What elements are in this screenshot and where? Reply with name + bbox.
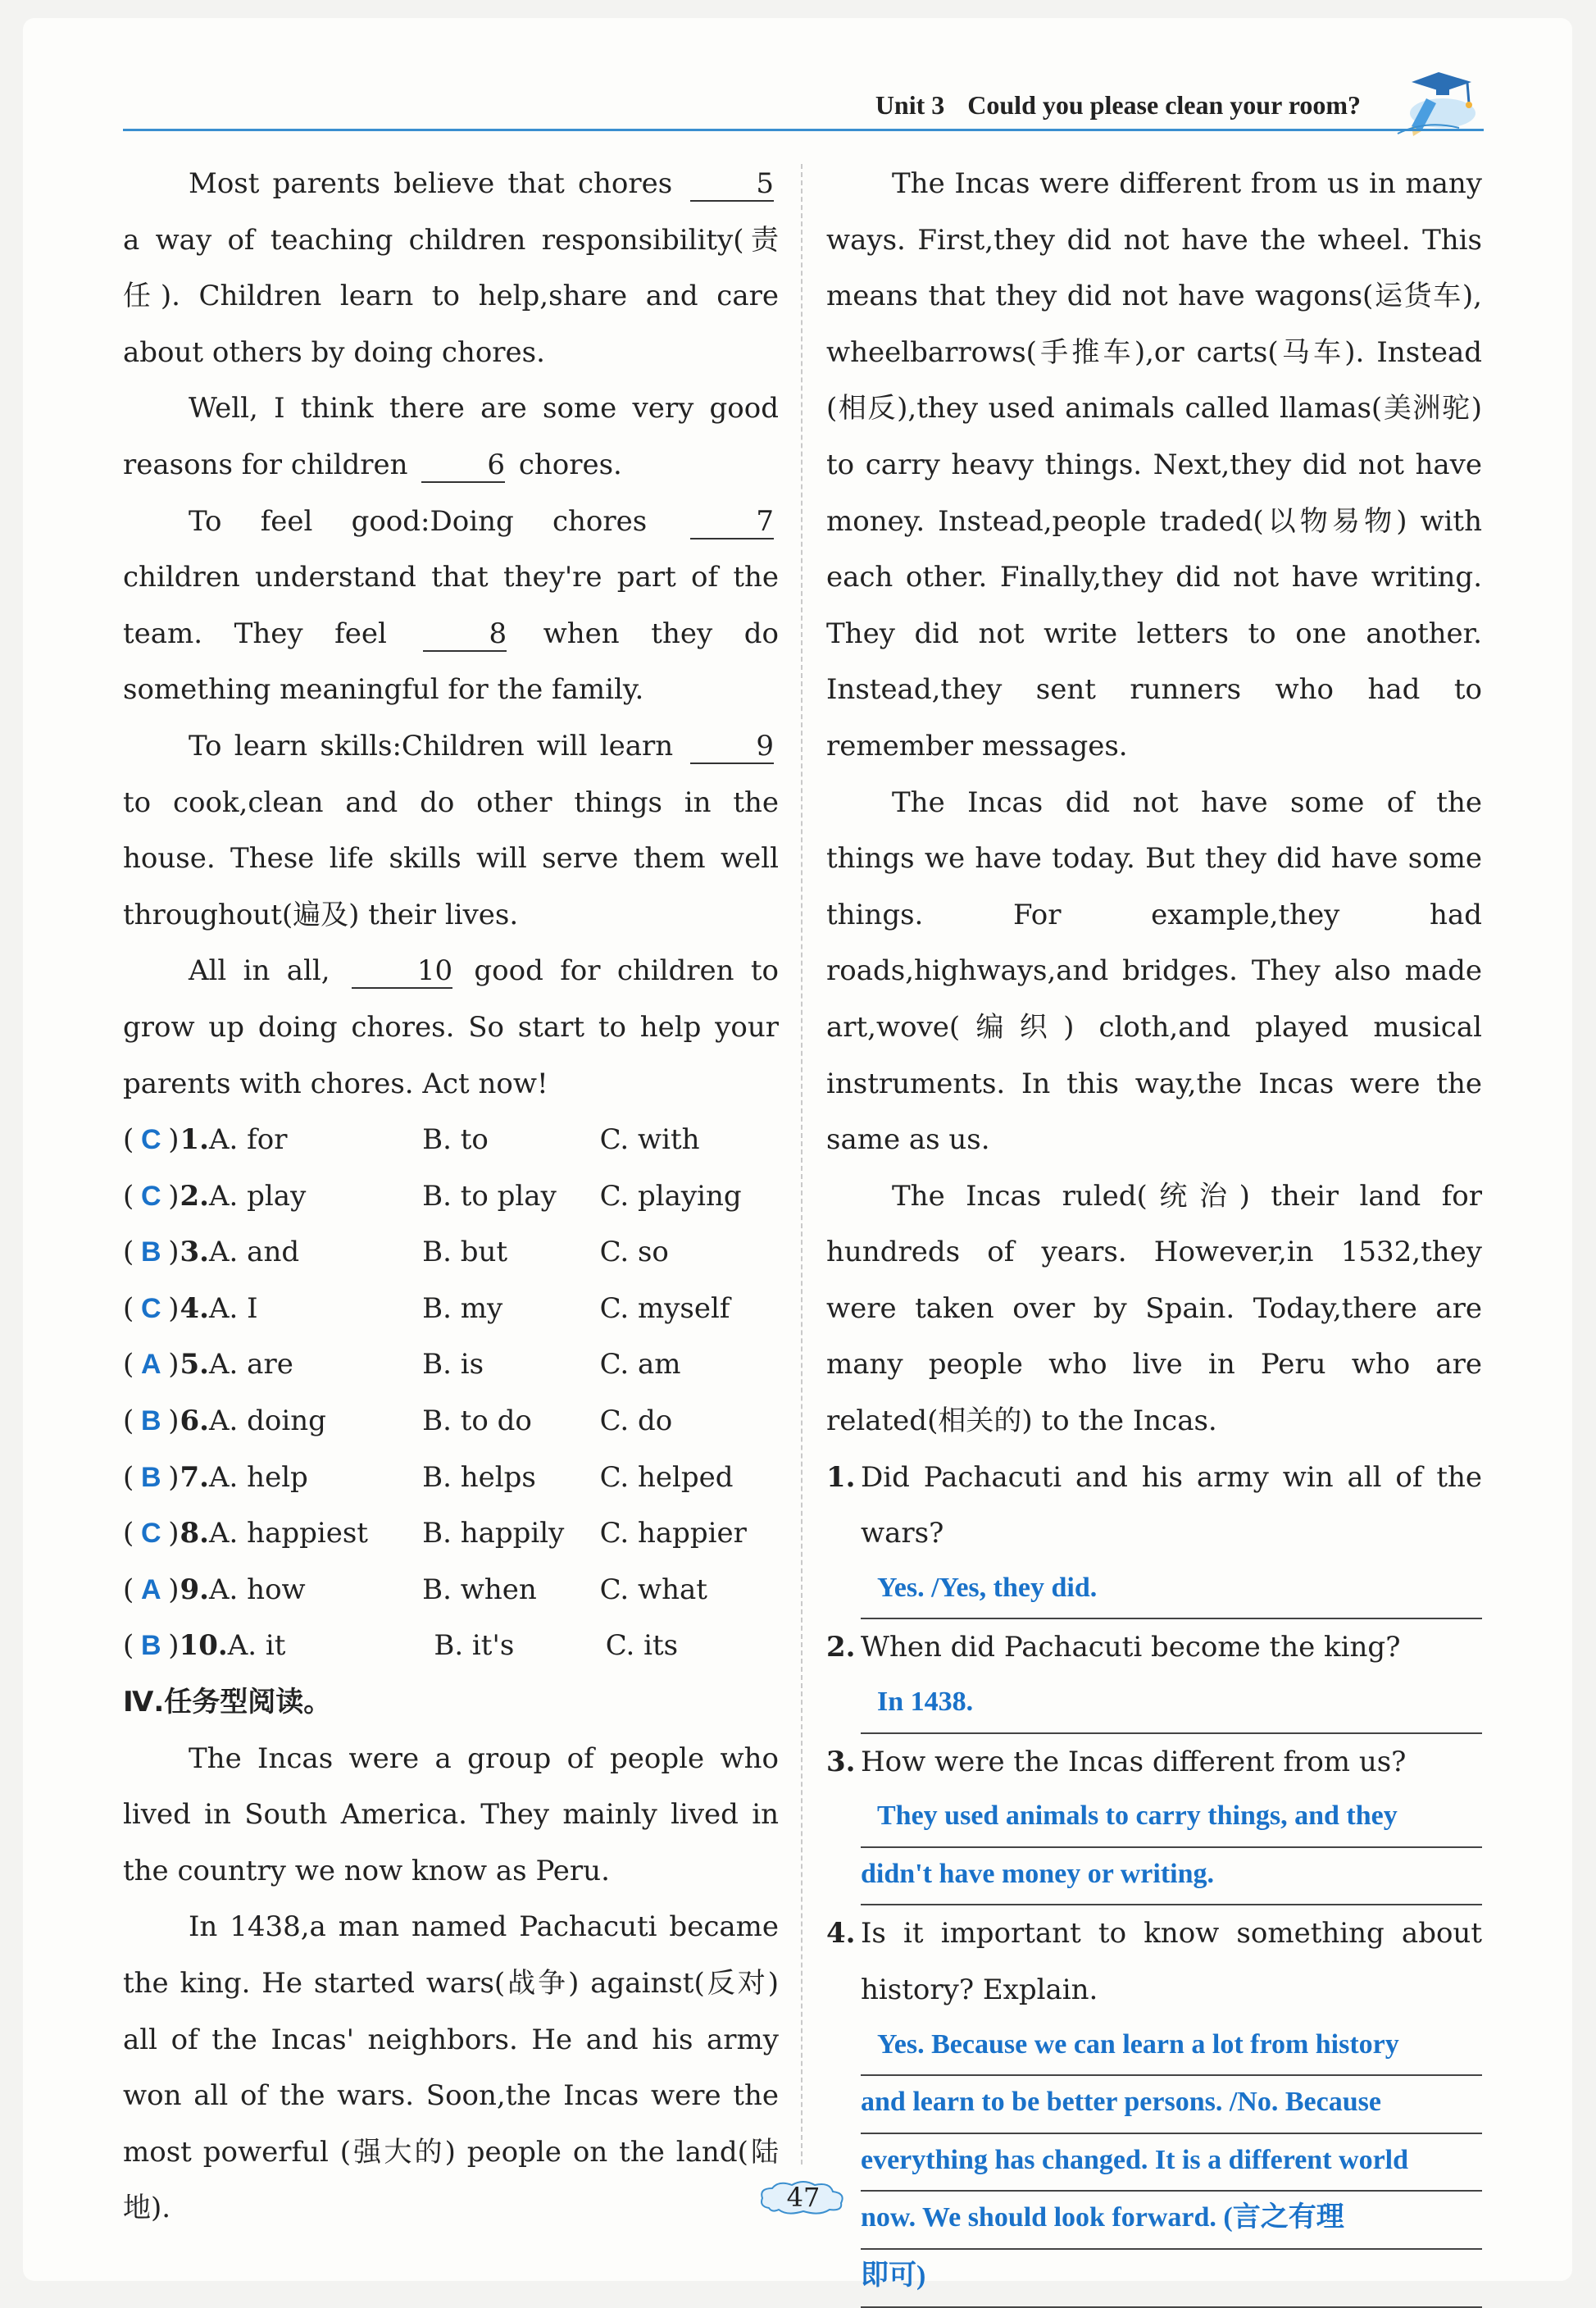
cloze-blank-10: 10 — [352, 954, 452, 989]
option-row: ( C ) 1. A. for B. to C. with — [123, 1112, 779, 1168]
answer-line: and learn to be better persons. /No. Because — [861, 2076, 1482, 2134]
reading-paragraph-3: The Incas were different from us in many ways. First,they did not have the wheel. This means that they did not have wagons(运货车), wheelbarrows(手推车),or carts(马车). Instead (相反),they used animals called llamas(美洲驼) to carry heavy things. Next,they did not have money. Instead,people traded(以物易物) with each other. Finally,they did not have writing. They did not write letters to one another. Instead,they sent runners who had to remember messages. — [826, 167, 1482, 763]
cloze-blank-9: 9 — [690, 730, 774, 764]
reading-paragraph-1: The Incas were a group of people who lived in South America. They mainly lived in the country we now know as Peru. — [123, 1741, 779, 1887]
option-row: ( C ) 4. A. I B. my C. myself — [123, 1281, 779, 1337]
answer-letter: C — [140, 1518, 161, 1550]
reading-paragraph-2: In 1438,a man named Pachacuti became the king. He started wars(战争) against(反对) all of the Incas' neighbors. He and his army won all of the wars. Soon,the Incas were the most powerful (强大的) people on the land(陆地). — [123, 1910, 779, 2225]
cloze-blank-5: 5 — [690, 167, 774, 202]
page-number — [754, 2177, 853, 2218]
cloze-paragraph-5: All in all, 10 good for children to grow up doing chores. So start to help your parents with chores. Act now! — [123, 954, 779, 1100]
cloze-blank-6: 6 — [421, 448, 505, 483]
reading-paragraph-5: The Incas ruled(统治) their land for hundreds of years. However,in 1532,they were taken over by Spain. Today,there are many people who live in Peru who are related(相关的) to the Incas. — [826, 1179, 1482, 1438]
option-row: ( B ) 3. A. and B. but C. so — [123, 1224, 779, 1281]
cloze-paragraph-1: Most parents believe that chores 5 a way of teaching children responsibility(责任). Children learn to help,share and care about others by doing chores. — [123, 167, 779, 369]
question-3: 3. How were the Incas different from us? They used animals to carry things, and they didn't have money or writing. — [826, 1734, 1482, 1906]
reading-paragraph-4: The Incas did not have some of the things we have today. But they did have some things. For example,they had roads,highways,and bridges. They also made art,wove(编织) cloth,and played musical instruments. In this way,the Incas were the same as us. — [826, 785, 1482, 1157]
option-row: ( A ) 5. A. are B. is C. am — [123, 1336, 779, 1393]
options-list — [123, 1112, 779, 1674]
option-row: ( B ) 7. A. help B. helps C. helped — [123, 1450, 779, 1506]
page-header — [123, 89, 1484, 131]
answer-letter: A — [140, 1573, 161, 1605]
answer-line: didn't have money or writing. — [861, 1848, 1482, 1906]
header-unit-title: Could you please clean your room? — [967, 90, 1361, 120]
question-1: 1. Did Pachacuti and his army win all of the wars? Yes. /Yes, they did. — [826, 1450, 1482, 1620]
header-title — [875, 90, 1361, 121]
answer-letter: A — [140, 1349, 161, 1381]
option-row: ( C ) 2. A. play B. to play C. playing — [123, 1168, 779, 1225]
answer-letter: B — [140, 1461, 161, 1493]
header-unit: Unit 3 — [875, 90, 945, 120]
answer-line: In 1438. — [861, 1676, 1482, 1734]
column-divider — [801, 164, 803, 2165]
answer-letter: B — [140, 1236, 161, 1268]
answer-line: 即可) — [861, 2250, 1482, 2308]
question-text: How were the Incas different from us? — [861, 1745, 1407, 1778]
cloze-paragraph-2: Well, I think there are some very good reasons for children 6 chores. — [123, 392, 779, 481]
cloze-blank-8: 8 — [423, 617, 507, 652]
page-number-text: 47 — [786, 2182, 821, 2213]
answer-line: now. We should look forward. (言之有理 — [861, 2192, 1482, 2250]
answer-letter: B — [140, 1630, 161, 1662]
left-column — [123, 156, 779, 2237]
option-row: ( C ) 8. A. happiest B. happily C. happier — [123, 1505, 779, 1562]
answer-letter: B — [140, 1405, 161, 1437]
option-row: ( B ) 6. A. doing B. to do C. do — [123, 1393, 779, 1450]
question-text: Did Pachacuti and his army win all of the wars? — [861, 1460, 1482, 1550]
cloze-blank-7: 7 — [690, 505, 774, 539]
answer-line: Yes. /Yes, they did. — [861, 1562, 1482, 1620]
cloze-paragraph-4: To learn skills:Children will learn 9 to cook,clean and do other things in the house. These life skills will serve them well throughout(遍及) their lives. — [123, 729, 779, 931]
question-text: When did Pachacuti become the king? — [861, 1631, 1401, 1664]
question-2: 2. When did Pachacuti become the king? In 1438. — [826, 1619, 1482, 1733]
answer-line: They used animals to carry things, and they — [861, 1790, 1482, 1848]
section-title: Ⅳ.任务型阅读。 — [123, 1686, 332, 1719]
answer-line: Yes. Because we can learn a lot from history — [861, 2019, 1482, 2077]
right-column — [826, 156, 1482, 2308]
answer-letter: C — [140, 1124, 161, 1156]
option-row: ( B ) 10. A. it B. it's C. its — [123, 1618, 779, 1674]
answer-letter: C — [140, 1292, 161, 1324]
question-text: Is it important to know something about history? Explain. — [861, 1917, 1482, 2006]
answer-letter: C — [140, 1180, 161, 1212]
answer-line: everything has changed. It is a different world — [861, 2134, 1482, 2192]
cloze-paragraph-3: To feel good:Doing chores 7 children understand that they're part of the team. They feel 8 when they do something meaningful for the family. — [123, 504, 779, 707]
option-row: ( A ) 9. A. how B. when C. what — [123, 1562, 779, 1618]
question-4: 4. Is it important to know something about history? Explain. Yes. Because we can learn a lot from history and learn to be better persons. /No. Because everything has changed. It is a different world now. We should look forward. (言之有理 即可) — [826, 1905, 1482, 2307]
pencil-cap-logo-icon — [1394, 56, 1484, 138]
header-rule — [123, 129, 1484, 131]
